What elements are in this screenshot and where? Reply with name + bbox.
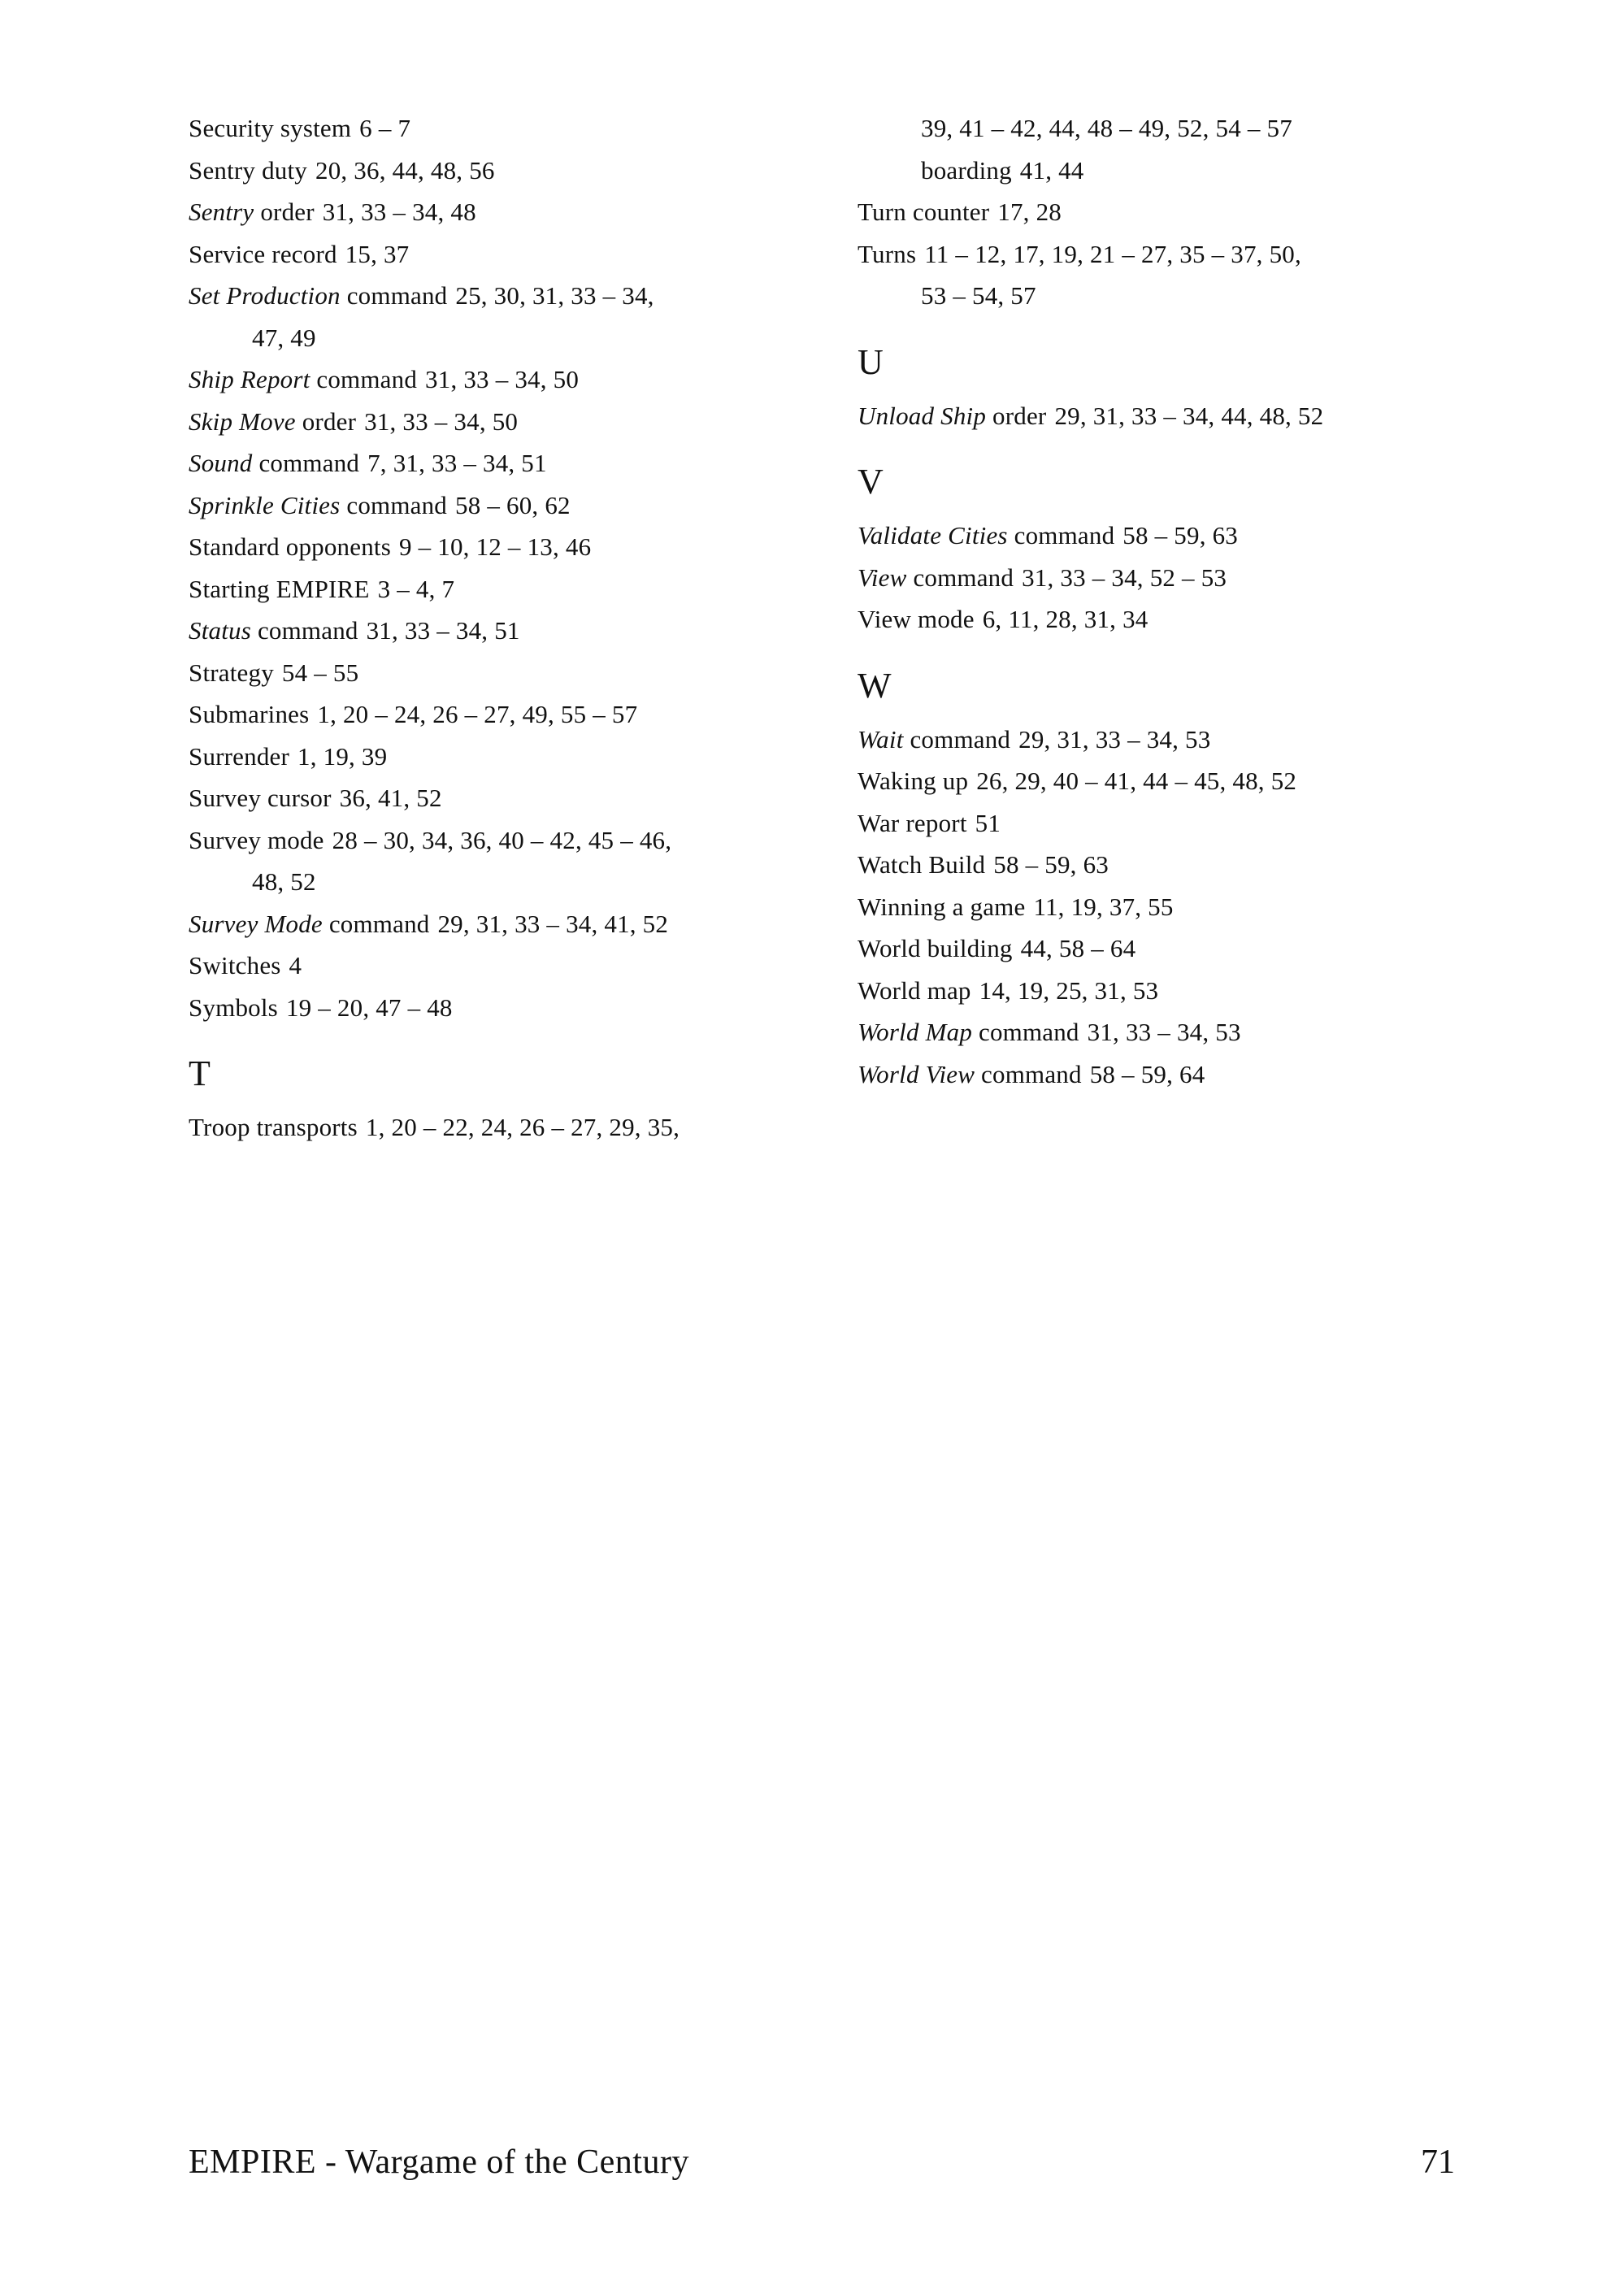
entry-term: World Map [858, 1018, 973, 1046]
index-entry-watch-build [858, 844, 1524, 886]
index-column-right [858, 107, 1524, 1095]
index-entry-wait [858, 719, 1524, 761]
section-letter-v: V [858, 462, 884, 502]
index-entry-world-map [858, 970, 1524, 1012]
entry-pages: 29, 31, 33 – 34, 41, 52 [437, 909, 669, 938]
entry-term: Switches [189, 951, 281, 979]
entry-term: Status [189, 616, 251, 645]
entry-term: Service record [189, 239, 337, 268]
entry-term-suffix: command [1014, 521, 1115, 549]
entry-pages: 31, 33 – 34, 52 – 53 [1022, 562, 1227, 592]
entry-term-suffix: command [910, 724, 1011, 754]
entry-pages: 58 – 59, 63 [1122, 521, 1238, 549]
index-entry-view-mode [858, 598, 1524, 641]
footer-title: EMPIRE - Wargame of the Century [189, 2144, 689, 2181]
entry-pages: 31, 33 – 34, 48 [322, 198, 476, 226]
entry-pages: 6, 11, 28, 31, 34 [982, 605, 1149, 633]
w-entries-list [858, 719, 1524, 1096]
entry-term: Troop transports [189, 1113, 358, 1141]
index-entry-world-map [858, 1011, 1524, 1053]
entry-term-suffix: order [260, 198, 315, 226]
index-entry-submarines [189, 693, 855, 736]
entry-term: Sentry duty [189, 155, 307, 185]
entry-term: Waking up [858, 767, 969, 795]
entry-term: boarding [921, 155, 1012, 185]
index-entry-continuation: 53 – 54, 57 [921, 281, 1036, 310]
entry-term: Wait [858, 724, 904, 754]
index-entry-waking-up [858, 760, 1524, 802]
entry-pages: 58 – 59, 64 [1089, 1059, 1205, 1088]
index-entry-strategy [189, 652, 855, 694]
entry-pages: 9 – 10, 12 – 13, 46 [398, 532, 592, 561]
entry-term: Validate Cities [858, 521, 1008, 549]
entry-term: Skip Move [189, 406, 296, 436]
entry-term: Survey cursor [189, 784, 332, 812]
entry-pages: 6 – 7 [359, 114, 411, 142]
section-letter-u: U [858, 341, 884, 382]
entry-term-suffix: command [328, 909, 430, 938]
entry-term: Turn counter [858, 198, 990, 226]
entry-pages: 54 – 55 [281, 658, 359, 687]
entry-term-suffix: command [257, 616, 358, 645]
page-number: 71 [1421, 2144, 1455, 2181]
entry-pages: 1, 19, 39 [297, 741, 388, 771]
entry-term: Standard opponents [189, 532, 391, 561]
entry-pages: 26, 29, 40 – 41, 44 – 45, 48, 52 [976, 767, 1297, 795]
entry-pages: 58 – 60, 62 [455, 490, 571, 519]
entry-pages: 31, 33 – 34, 50 [425, 365, 580, 393]
index-entry-continuation: 47, 49 [252, 323, 316, 352]
index-entry-survey-mode [189, 903, 855, 945]
entry-term-suffix: command [316, 365, 418, 393]
entry-term: Strategy [189, 658, 274, 687]
entry-term: Turns [858, 239, 917, 268]
index-entry-starting-empire [189, 568, 855, 610]
entry-term: Sentry [189, 198, 254, 226]
entry-term: Watch Build [858, 850, 986, 879]
left-entries-list [189, 107, 855, 1028]
entry-term: Security system [189, 114, 352, 142]
index-entry-ship-report [189, 358, 855, 401]
index-entry-standard-opponents [189, 526, 855, 568]
entry-term: Ship Report [189, 365, 310, 393]
entry-pages: 7, 31, 33 – 34, 51 [367, 449, 547, 477]
entry-term-suffix: command [981, 1059, 1082, 1088]
entry-term-suffix: order [302, 406, 357, 436]
index-entry-turns [858, 233, 1524, 276]
v-entries-list [858, 515, 1524, 641]
index-entry-turn-counter [858, 191, 1524, 233]
index-entry-survey-cursor [189, 777, 855, 819]
index-entry-surrender [189, 736, 855, 778]
entry-pages: 15, 37 [345, 239, 410, 268]
section-letter-t: T [189, 1053, 211, 1093]
index-entry-world-view [858, 1053, 1524, 1096]
entry-pages: 11 – 12, 17, 19, 21 – 27, 35 – 37, 50, [924, 239, 1301, 268]
index-entry-sprinkle-cities [189, 484, 855, 527]
entry-pages: 29, 31, 33 – 34, 53 [1018, 724, 1211, 754]
entry-pages: 1, 20 – 22, 24, 26 – 27, 29, 35, [365, 1113, 680, 1141]
entry-pages: 58 – 59, 63 [993, 850, 1109, 879]
index-entry-security-system [189, 107, 855, 150]
entry-pages: 44, 58 – 64 [1020, 934, 1136, 962]
entry-pages: 28 – 30, 34, 36, 40 – 42, 45 – 46, [332, 825, 672, 854]
entry-term-suffix: order [992, 401, 1047, 430]
entry-pages: 31, 33 – 34, 50 [364, 406, 519, 436]
index-entry-troop-transports [189, 1106, 855, 1149]
index-entry-unload-ship [858, 395, 1524, 437]
entry-term-suffix: command [258, 449, 360, 477]
index-entry-symbols [189, 987, 855, 1029]
entry-term-suffix: command [978, 1018, 1079, 1046]
entry-pages: 31, 33 – 34, 51 [366, 616, 520, 645]
entry-term: View mode [858, 605, 975, 633]
index-entry-switches [189, 945, 855, 987]
entry-pages: 20, 36, 44, 48, 56 [315, 155, 495, 185]
entry-term-suffix: command [346, 281, 448, 310]
index-entry-sound [189, 442, 855, 484]
index-entry-sentry-duty [189, 150, 855, 192]
entry-term: Winning a game [858, 892, 1026, 921]
entry-pages: 1, 20 – 24, 26 – 27, 49, 55 – 57 [317, 700, 638, 728]
entry-term: Surrender [189, 741, 290, 771]
entry-term: Unload Ship [858, 401, 987, 430]
entry-term: Symbols [189, 992, 278, 1022]
index-entry-survey-mode [189, 819, 855, 862]
entry-pages: 19 – 20, 47 – 48 [285, 992, 453, 1022]
entry-term-suffix: command [346, 490, 448, 519]
index-entry-winning-a-game [858, 886, 1524, 928]
entry-term: Survey Mode [189, 909, 323, 938]
entry-pages: 31, 33 – 34, 53 [1087, 1018, 1241, 1046]
index-entry-view [858, 557, 1524, 599]
index-entry-status [189, 610, 855, 652]
entry-pages: 17, 28 [997, 198, 1062, 226]
entry-pages: 14, 19, 25, 31, 53 [979, 975, 1159, 1005]
entry-pages: 11, 19, 37, 55 [1033, 892, 1174, 921]
entry-term: Sound [189, 449, 253, 477]
index-entry-sentry [189, 191, 855, 233]
index-entry-continuation: 39, 41 – 42, 44, 48 – 49, 52, 54 – 57 [921, 114, 1292, 142]
entry-term: World building [858, 934, 1013, 962]
entry-pages: 4 [289, 951, 302, 979]
index-entry-set-production [189, 275, 855, 317]
entry-term: War report [858, 808, 967, 837]
entry-term: Survey mode [189, 825, 324, 854]
entry-term: Starting EMPIRE [189, 574, 370, 603]
entry-term: Set Production [189, 281, 341, 310]
entry-pages: 3 – 4, 7 [377, 574, 455, 603]
entry-term-suffix: command [913, 562, 1014, 592]
entry-pages: 25, 30, 31, 33 – 34, [455, 281, 654, 310]
entry-term: Submarines [189, 700, 310, 728]
entry-term: World map [858, 975, 971, 1005]
index-entry-validate-cities [858, 515, 1524, 557]
entry-pages: 36, 41, 52 [339, 784, 442, 812]
entry-pages: 41, 44 [1019, 155, 1084, 185]
index-entry-world-building [858, 927, 1524, 970]
index-entry-service-record [189, 233, 855, 276]
section-letter-w: W [858, 665, 892, 706]
index-column-left [189, 107, 855, 1149]
entry-term: World View [858, 1059, 975, 1088]
index-entry-skip-move [189, 401, 855, 443]
index-entry-war-report [858, 802, 1524, 845]
entry-pages: 51 [975, 808, 1001, 837]
entry-term: View [858, 562, 907, 592]
index-subentry-boarding [858, 150, 1524, 192]
index-entry-continuation: 48, 52 [252, 867, 316, 896]
entry-term: Sprinkle Cities [189, 490, 341, 519]
entry-pages: 29, 31, 33 – 34, 44, 48, 52 [1054, 401, 1324, 430]
